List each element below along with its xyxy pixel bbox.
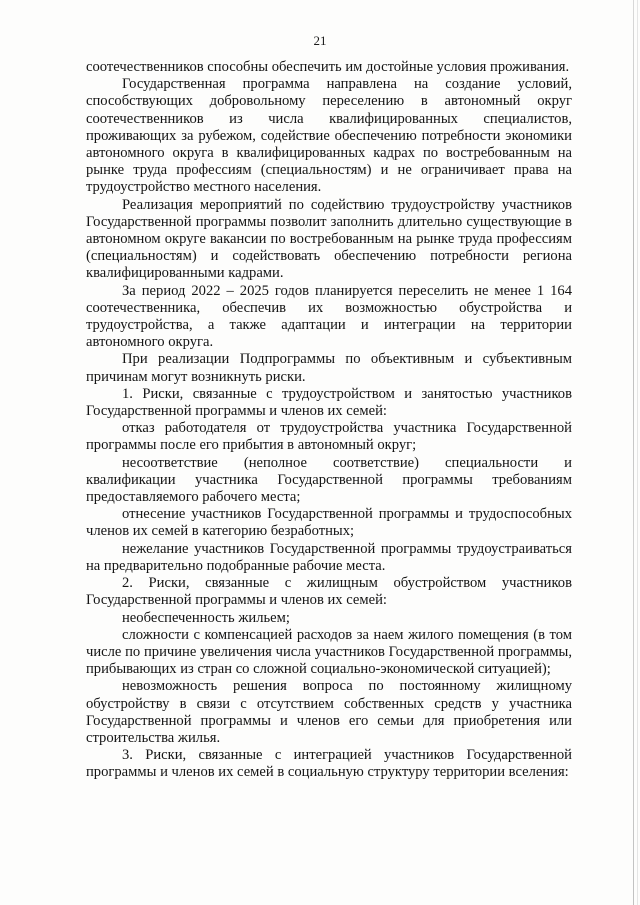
scan-edge-line-secondary xyxy=(637,0,638,905)
paragraph-program-goal: Государственная программа направлена на создание условий, способствующих добровольному переселению в автономный округ соотечественников из числа квалифицированных специалистов, проживающих за рубежом, содействие обеспечению потребности экономики автономного округа в квалифицированных кадрах по востребованным на рынке труда профессиям (специальностям) и не ограничивает права на трудоустройство местного населения. xyxy=(86,76,572,196)
paragraph-risk-3-heading: 3. Риски, связанные с интеграцией участников Государственной программы и членов их семей в социальную структуру территории вселения: xyxy=(86,747,572,781)
document-body xyxy=(86,59,572,782)
paragraph-risk-2-item-3: невозможность решения вопроса по постоянному жилищному обустройству в связи с отсутствием собственных средств у участника Государственной программы и членов его семьи для приобретения или строительства жилья. xyxy=(86,678,572,746)
paragraph-risks-intro: При реализации Подпрограммы по объективным и субъективным причинам могут возникнуть риски. xyxy=(86,351,572,385)
paragraph-risk-2-item-1: необеспеченность жильем; xyxy=(122,609,290,626)
paragraph-risk-2-item-2: сложности с компенсацией расходов за наем жилого помещения (в том числе по причине увеличения числа участников Государственной программы, прибывающих из стран со сложной социально-экономической ситуацией); xyxy=(86,626,572,678)
paragraph-resettlement-plan: За период 2022 – 2025 годов планируется переселить не менее 1 164 соотечественника, обеспечив их возможностью обустройства и трудоустройства, а также адаптации и интеграции на территории автономного округа. xyxy=(86,282,572,351)
paragraph-employment-measures: Реализация мероприятий по содействию трудоустройству участников Государственной программы позволит заполнить длительно существующие в автономном округе вакансии по востребованным на рынке труда профессиям (специальностям) и содействовать обеспечению потребности региона квалифицированными кадрами. xyxy=(86,196,572,282)
paragraph-risk-1-item-4: нежелание участников Государственной программы трудоустраиваться на предварительно подобранные рабочие места. xyxy=(86,540,572,574)
paragraph-risk-1-item-1: отказ работодателя от трудоустройства участника Государственной программы после его прибытия в автономный округ; xyxy=(86,420,572,454)
paragraph-continuation: соотечественников способны обеспечить им достойные условия проживания. xyxy=(86,59,570,75)
paragraph-risk-1-item-3: отнесение участников Государственной программы и трудоспособных членов их семей в категорию безработных; xyxy=(86,506,572,540)
scan-edge-line xyxy=(633,0,634,905)
paragraph-risk-1-heading: 1. Риски, связанные с трудоустройством и занятостью участников Государственной программы и членов их семей: xyxy=(86,385,572,420)
page-number: 21 xyxy=(313,33,327,48)
paragraph-risk-2-heading: 2. Риски, связанные с жилищным обустройством участников Государственной программы и членов их семей: xyxy=(86,575,572,609)
paragraph-risk-1-item-2: несоответствие (неполное соответствие) специальности и квалификации участника Государственной программы требованиям предоставляемого рабочего места; xyxy=(86,454,572,506)
